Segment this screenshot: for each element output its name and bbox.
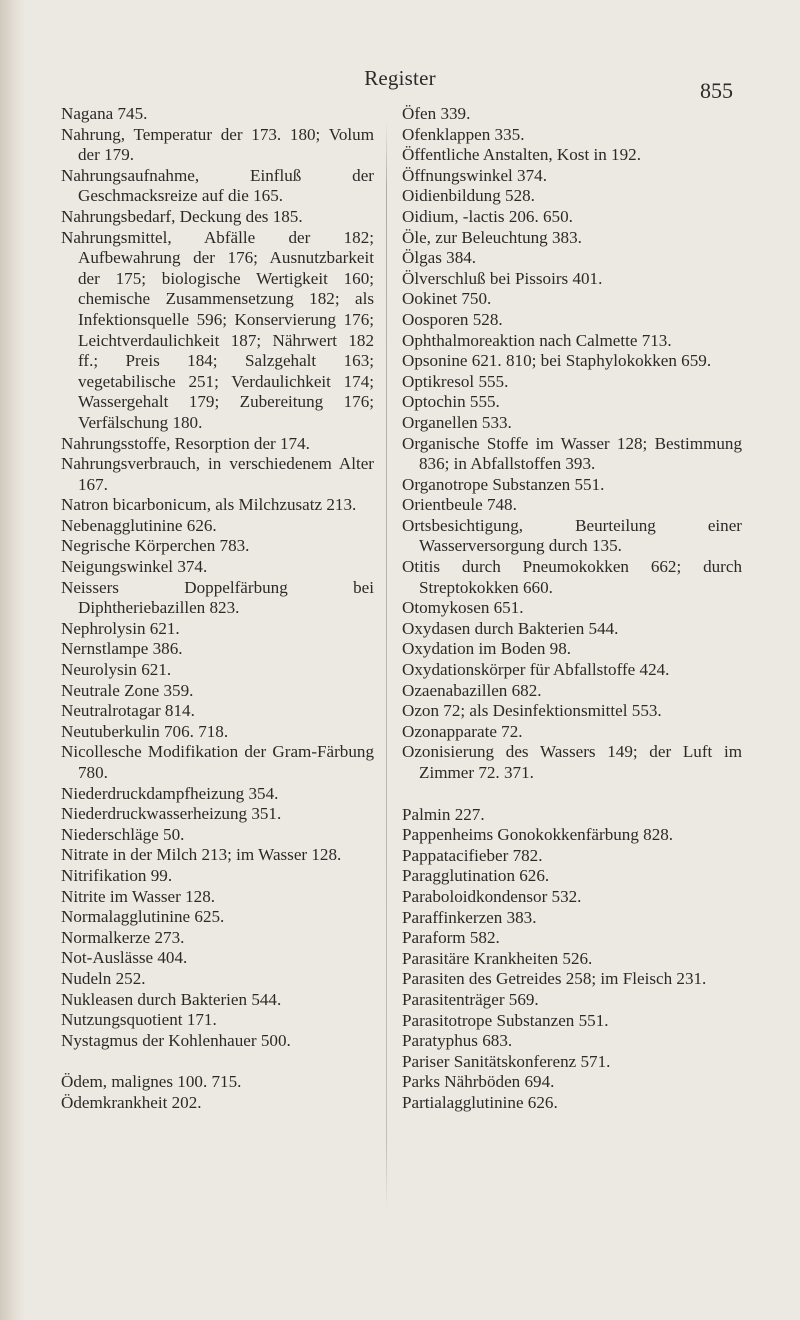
index-entry: Parasitotrope Substanzen 551.: [402, 1010, 609, 1030]
page-number: 855: [700, 78, 733, 103]
index-entry: Parasiten des Getreides 258; im Fleisch 231.: [402, 969, 707, 989]
index-entry: Ozonapparate 72.: [402, 721, 523, 741]
index-entry: Palmin 227.: [402, 804, 485, 824]
index-entry: Niederschläge 50.: [61, 824, 185, 844]
index-group-o: [402, 104, 742, 784]
index-group-oe: [61, 1072, 374, 1113]
index-entry: Niederdruckdampfheizung 354.: [61, 783, 279, 803]
index-entry: Ofenklappen 335.: [402, 124, 525, 144]
index-entry: Neigungswinkel 374.: [61, 557, 208, 577]
index-entry: Ozaenabazillen 682.: [402, 680, 542, 700]
index-entry: Nahrungsmittel, Abfälle der 182; Aufbewahrung der 176; Ausnutzbarkeit der 175; biologische Wertigkeit 160; chemische Zusammensetzung 182; als Infektionsquelle 596; Konservierung 176; Leichtverdaulichkeit 187; Nährwert 182 ff.; Preis 184; Salzgehalt 163; vegetabilische 251; Verdaulichkeit 174; Wassergehalt 179; Zubereitung 176; Verfälschung 180.: [61, 227, 374, 432]
index-entry: Oxydationskörper für Abfallstoffe 424.: [402, 660, 670, 680]
index-entry: Ophthalmoreaktion nach Calmette 713.: [402, 330, 672, 350]
index-entry: Nahrungsbedarf, Deckung des 185.: [61, 206, 303, 226]
index-entry: Ödemkrankheit 202.: [61, 1092, 202, 1112]
index-entry: Parasitäre Krankheiten 526.: [402, 948, 593, 968]
index-entry: Organellen 533.: [402, 412, 512, 432]
index-entry: Nutzungsquotient 171.: [61, 1010, 217, 1030]
index-entry: Organische Stoffe im Wasser 128; Bestimmung 836; in Abfallstoffen 393.: [402, 433, 742, 474]
index-entry: Normalkerze 273.: [61, 927, 185, 947]
index-column-right: [402, 104, 742, 1114]
index-entry: Öffnungswinkel 374.: [402, 165, 547, 185]
index-entry: Neurolysin 621.: [61, 660, 172, 680]
index-entry: Nagana 745.: [61, 104, 148, 123]
index-entry: Ookinet 750.: [402, 289, 492, 309]
index-entry: Niederdruckwasserheizung 351.: [61, 804, 282, 824]
page-header-title: Register: [364, 66, 436, 90]
index-entry: Nahrungsstoffe, Resorption der 174.: [61, 433, 310, 453]
index-entry: Ozon 72; als Desinfektionsmittel 553.: [402, 701, 662, 721]
index-entry: Neutuberkulin 706. 718.: [61, 721, 229, 741]
index-entry: Parasitenträger 569.: [402, 989, 539, 1009]
index-entry: Ödem, malignes 100. 715.: [61, 1072, 242, 1092]
index-entry: Nahrungsaufnahme, Einfluß der Geschmacksreize auf die 165.: [61, 165, 374, 206]
index-entry: Ozonisierung des Wassers 149; der Luft im Zimmer 72. 371.: [402, 742, 742, 782]
index-entry: Pappatacifieber 782.: [402, 845, 543, 865]
index-entry: Neutrale Zone 359.: [61, 680, 194, 700]
index-entry: Nahrungsverbrauch, in verschiedenem Alter 167.: [61, 454, 374, 494]
index-entry: Normalagglutinine 625.: [61, 907, 225, 927]
index-entry: Oidienbildung 528.: [402, 186, 535, 206]
index-entry: Öffentliche Anstalten, Kost in 192.: [402, 145, 641, 165]
group-spacer: [402, 784, 742, 805]
index-entry: Not-Auslässe 404.: [61, 948, 188, 968]
index-entry: Negrische Körperchen 783.: [61, 536, 250, 556]
index-entry: Natron bicarbonicum, als Milchzusatz 213.: [61, 495, 357, 515]
index-entry: Paraffinkerzen 383.: [402, 907, 537, 927]
index-entry: Nebenagglutinine 626.: [61, 515, 217, 535]
index-entry: Paraboloidkondensor 532.: [402, 886, 582, 906]
column-divider: [386, 120, 387, 1210]
index-entry: Otitis durch Pneumokokken 662; durch Streptokokken 660.: [402, 557, 742, 597]
index-entry: Nukleasen durch Bakterien 544.: [61, 989, 282, 1009]
index-group-n: [61, 104, 374, 1051]
index-entry: Oxydasen durch Bakterien 544.: [402, 618, 619, 638]
index-entry: Optikresol 555.: [402, 371, 509, 391]
index-entry: Öfen 339.: [402, 104, 471, 123]
index-entry: Otomykosen 651.: [402, 598, 524, 618]
index-entry: Optochin 555.: [402, 392, 500, 412]
index-entry: Pariser Sanitätskonferenz 571.: [402, 1051, 611, 1071]
index-entry: Öle, zur Beleuchtung 383.: [402, 227, 582, 247]
index-entry: Partialagglutinine 626.: [402, 1092, 558, 1112]
index-entry: Nernstlampe 386.: [61, 639, 183, 659]
index-entry: Oxydation im Boden 98.: [402, 639, 572, 659]
index-entry: Nystagmus der Kohlenhauer 500.: [61, 1030, 291, 1050]
index-group-p: [402, 805, 742, 1114]
index-entry: Nephrolysin 621.: [61, 618, 180, 638]
index-entry: Paratyphus 683.: [402, 1031, 513, 1051]
index-entry: Ölgas 384.: [402, 248, 477, 268]
index-column-left: [61, 104, 374, 1114]
page-binding-edge: [0, 0, 26, 1320]
index-entry: Paraform 582.: [402, 928, 500, 948]
index-entry: Opsonine 621. 810; bei Staphylokokken 659.: [402, 351, 712, 371]
group-spacer: [61, 1051, 374, 1072]
index-entry: Oidium, -lactis 206. 650.: [402, 206, 573, 226]
index-entry: Nahrung, Temperatur der 173. 180; Volum der 179.: [61, 124, 374, 165]
index-entry: Pappenheims Gonokokkenfärbung 828.: [402, 825, 674, 845]
index-entry: Ölverschluß bei Pissoirs 401.: [402, 268, 603, 288]
index-entry: Nitrifikation 99.: [61, 865, 173, 885]
index-entry: Parks Nährböden 694.: [402, 1072, 555, 1092]
index-entry: Paragglutination 626.: [402, 866, 550, 886]
index-entry: Nitrite im Wasser 128.: [61, 886, 216, 906]
index-entry: Neissers Doppelfärbung bei Diphtheriebazillen 823.: [61, 577, 374, 618]
index-entry: Orientbeule 748.: [402, 495, 517, 515]
index-entry: Neutralrotagar 814.: [61, 701, 195, 721]
index-entry: Organotrope Substanzen 551.: [402, 474, 605, 494]
index-entry: Nitrate in der Milch 213; im Wasser 128.: [61, 845, 342, 865]
index-entry: Nicollesche Modifikation der Gram-Färbung 780.: [61, 742, 374, 782]
index-entry: Oosporen 528.: [402, 309, 503, 329]
index-entry: Nudeln 252.: [61, 968, 146, 988]
index-entry: Ortsbesichtigung, Beurteilung einer Wasserversorgung durch 135.: [402, 515, 742, 556]
